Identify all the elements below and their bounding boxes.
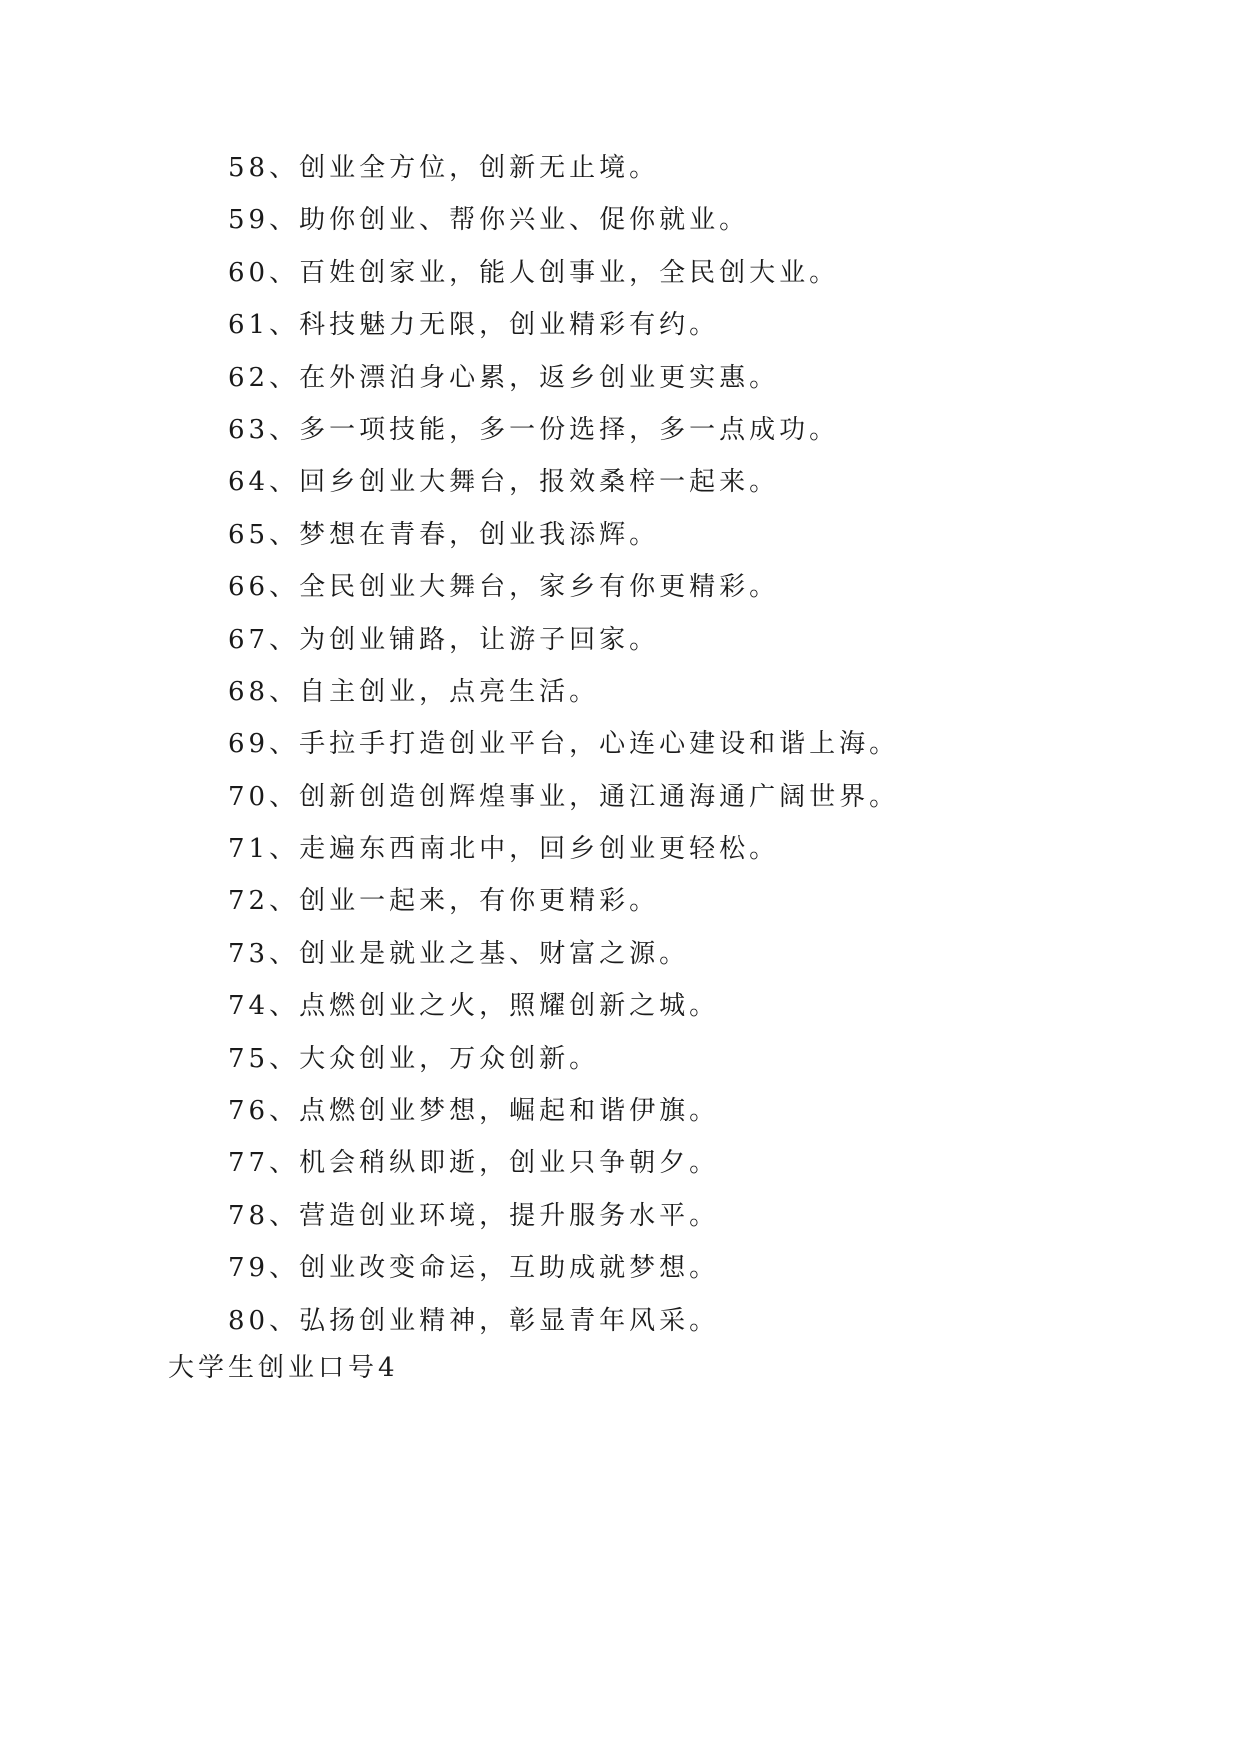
slogan-list <box>228 142 899 1347</box>
slogan-item: 73、创业是就业之基、财富之源。 <box>228 938 690 969</box>
slogan-item: 80、弘扬创业精神，彰显青年风采。 <box>228 1305 720 1336</box>
slogan-item: 62、在外漂泊身心累，返乡创业更实惠。 <box>228 362 780 393</box>
slogan-item: 59、助你创业、帮你兴业、促你就业。 <box>228 205 750 236</box>
slogan-item: 67、为创业铺路，让游子回家。 <box>228 624 660 655</box>
section-heading: 大学生创业口号4 <box>168 1353 399 1383</box>
slogan-item: 75、大众创业，万众创新。 <box>228 1043 600 1074</box>
slogan-item: 70、创新创造创辉煌事业，通江通海通广阔世界。 <box>228 781 900 812</box>
slogan-item: 76、点燃创业梦想，崛起和谐伊旗。 <box>228 1096 720 1127</box>
slogan-item: 64、回乡创业大舞台，报效桑梓一起来。 <box>228 467 780 498</box>
slogan-item: 69、手拉手打造创业平台，心连心建设和谐上海。 <box>228 729 900 760</box>
slogan-item: 78、营造创业环境，提升服务水平。 <box>228 1200 720 1231</box>
slogan-item: 74、点燃创业之火，照耀创新之城。 <box>228 991 720 1022</box>
slogan-item: 60、百姓创家业，能人创事业，全民创大业。 <box>228 257 840 288</box>
slogan-item: 58、创业全方位，创新无止境。 <box>228 153 660 183</box>
slogan-item: 66、全民创业大舞台，家乡有你更精彩。 <box>228 572 780 603</box>
slogan-item: 65、梦想在青春，创业我添辉。 <box>228 519 660 550</box>
slogan-item: 61、科技魅力无限，创业精彩有约。 <box>228 310 720 341</box>
slogan-item: 71、走遍东西南北中，回乡创业更轻松。 <box>228 834 780 865</box>
slogan-item: 63、多一项技能，多一份选择，多一点成功。 <box>228 414 840 445</box>
slogan-item: 77、机会稍纵即逝，创业只争朝夕。 <box>228 1148 720 1179</box>
slogan-item: 79、创业改变命运，互助成就梦想。 <box>228 1253 720 1284</box>
slogan-item: 68、自主创业，点亮生活。 <box>228 676 600 707</box>
slogan-item: 72、创业一起来，有你更精彩。 <box>228 886 660 917</box>
